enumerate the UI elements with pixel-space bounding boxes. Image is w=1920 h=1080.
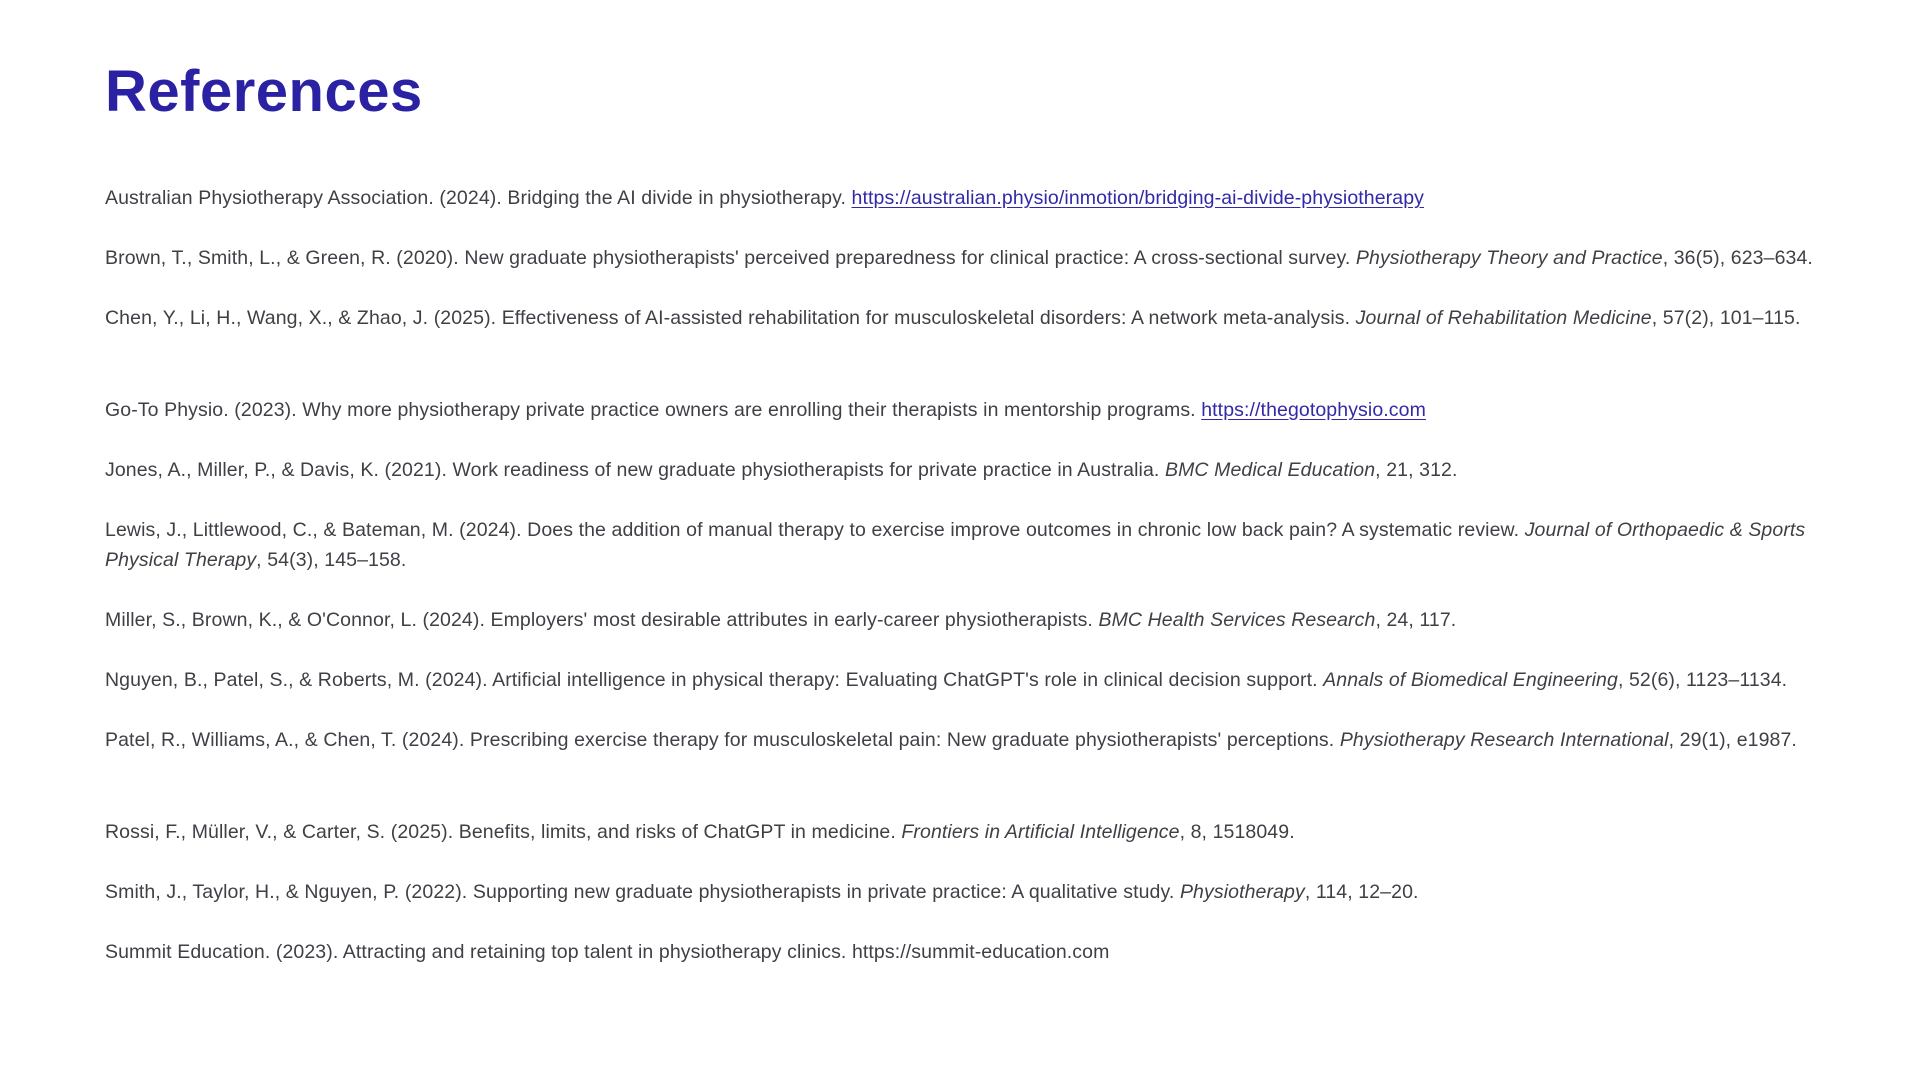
reference-text: Summit Education. (2023). Attracting and retaining top talent in physiotherapy clinics. https://summit-education.com <box>105 941 1110 963</box>
journal-title: Annals of Biomedical Engineering <box>1323 669 1618 691</box>
reference-text: , 57(2), 101–115. <box>1651 307 1801 329</box>
reference-text: , 8, 1518049. <box>1179 821 1295 843</box>
reference-entry <box>105 937 1815 967</box>
reference-entry <box>105 303 1815 333</box>
reference-text: , 54(3), 145–158. <box>256 549 407 571</box>
reference-entry <box>105 455 1815 485</box>
reference-text: , 24, 117. <box>1375 609 1457 631</box>
reference-text: Australian Physiotherapy Association. (2024). Bridging the AI divide in physiotherapy. <box>105 187 852 209</box>
reference-text: Smith, J., Taylor, H., & Nguyen, P. (2022). Supporting new graduate physiotherapists in private practice: A qualitative study. <box>105 881 1180 903</box>
reference-link[interactable]: https://thegotophysio.com <box>1201 399 1426 421</box>
reference-text: , 21, 312. <box>1375 459 1458 481</box>
journal-title: Frontiers in Artificial Intelligence <box>901 821 1180 843</box>
reference-entry <box>105 243 1815 273</box>
journal-title: Journal of Rehabilitation Medicine <box>1355 307 1652 329</box>
reference-text: , 52(6), 1123–1134. <box>1617 669 1788 691</box>
reference-text: Jones, A., Miller, P., & Davis, K. (2021). Work readiness of new graduate physiotherapists for private practice in Australia. <box>105 459 1165 481</box>
reference-entry <box>105 877 1815 907</box>
journal-title: Journal of Orthopaedic & Sports Physical Therapy <box>105 519 1806 571</box>
reference-entry <box>105 515 1815 575</box>
reference-entry <box>105 183 1815 213</box>
reference-text: Go-To Physio. (2023). Why more physiotherapy private practice owners are enrolling their therapists in mentorship programs. <box>105 399 1202 421</box>
journal-title: BMC Medical Education <box>1164 459 1376 481</box>
reference-text: Patel, R., Williams, A., & Chen, T. (2024). Prescribing exercise therapy for musculoskeletal pain: New graduate physiotherapists' perceptions. <box>105 729 1340 751</box>
reference-text: Brown, T., Smith, L., & Green, R. (2020). New graduate physiotherapists' perceived preparedness for clinical practice: A cross-sectional survey. <box>105 247 1356 269</box>
journal-title: Physiotherapy <box>1179 881 1305 903</box>
journal-title: Physiotherapy Research International <box>1339 729 1669 751</box>
reference-text: , 114, 12–20. <box>1304 881 1419 903</box>
reference-entry <box>105 817 1815 847</box>
reference-text: Lewis, J., Littlewood, C., & Bateman, M. (2024). Does the addition of manual therapy to exercise improve outcomes in chronic low back pain? A systematic review. <box>105 519 1525 541</box>
reference-text: , 29(1), e1987. <box>1668 729 1797 751</box>
reference-text: , 36(5), 623–634. <box>1662 247 1813 269</box>
reference-text: Miller, S., Brown, K., & O'Connor, L. (2024). Employers' most desirable attributes in early-career physiotherapists. <box>105 609 1099 631</box>
reference-entry <box>105 605 1815 635</box>
reference-text: Nguyen, B., Patel, S., & Roberts, M. (2024). Artificial intelligence in physical therapy: Evaluating ChatGPT's role in clinical decision support. <box>105 669 1324 691</box>
reference-entry <box>105 665 1815 695</box>
reference-text: Chen, Y., Li, H., Wang, X., & Zhao, J. (2025). Effectiveness of AI-assisted rehabilitation for musculoskeletal disorders: A network meta-analysis. <box>105 307 1356 329</box>
reference-entry <box>105 395 1815 425</box>
journal-title: Physiotherapy Theory and Practice <box>1355 247 1663 269</box>
reference-link[interactable]: https://australian.physio/inmotion/bridging-ai-divide-physiotherapy <box>851 187 1425 209</box>
journal-title: BMC Health Services Research <box>1098 609 1376 631</box>
reference-text: Rossi, F., Müller, V., & Carter, S. (2025). Benefits, limits, and risks of ChatGPT in medicine. <box>105 821 902 843</box>
page-title: References <box>105 59 423 124</box>
references-list <box>105 183 1815 967</box>
reference-entry <box>105 725 1815 755</box>
